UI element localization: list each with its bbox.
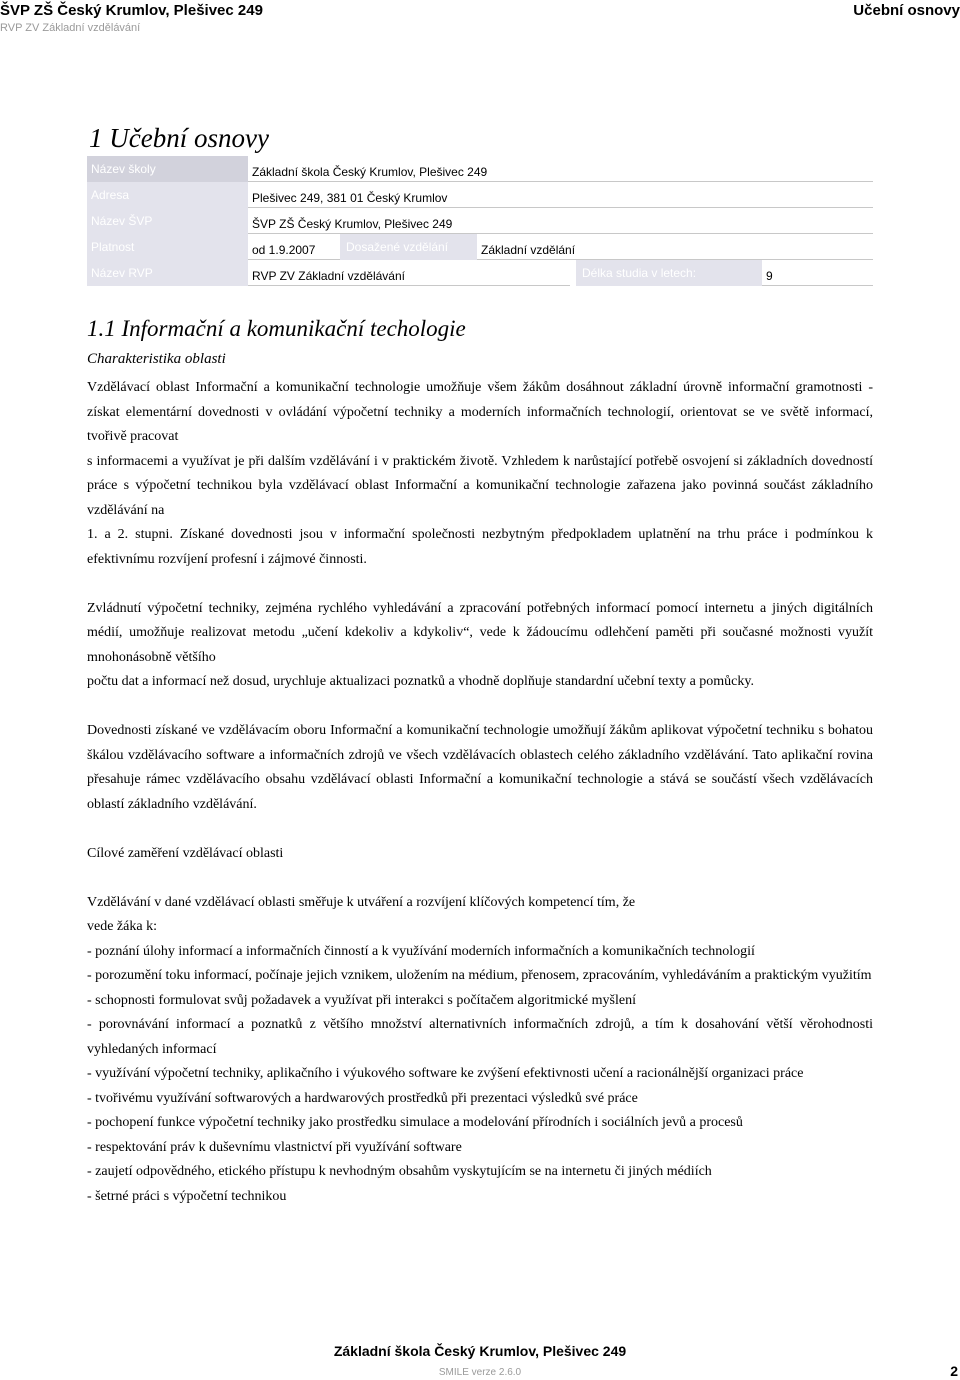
info-row-school [87,156,873,182]
list-item: - porozumění toku informací, počínaje jejich vznikem, uložením na médium, přenosem, zpracováním, vyhledáváním a praktickým využitím [87,968,872,983]
validity-label: Platnost [87,234,248,260]
subsection-title: Charakteristika oblasti [87,351,226,367]
paragraph: Zvládnutí výpočetní techniky, zejména rychlého vyhledávání a zpracování potřebných informací pomocí internetu a jiných digitálních médií, umožňuje realizovat metodu „učení kdekoliv a kdykoliv“, vede k žádoucímu odlehčení paměti při současné možnosti využít mnohonásobně většího [87,600,873,665]
paragraph: počtu dat a informací než dosud, urychluje aktualizaci poznatků a vhodně doplňuje standardní učební texty a pomůcky. [87,674,754,689]
paragraph: 1. a 2. stupni. Získané dovednosti jsou v informační společnosti nezbytným předpokladem uplatnění na trhu práce i podmínkou k efektivnímu rozvíjení profesní i zájmové činnosti. [87,527,873,567]
page-header [0,2,263,35]
header-title: ŠVP ZŠ Český Krumlov, Plešivec 249 [0,2,263,19]
info-row-rvp [87,260,873,286]
length-label: Délka studia v letech: [576,260,762,286]
info-row-svp [87,208,873,234]
footer-school: Základní škola Český Krumlov, Plešivec 249 [333,1343,627,1359]
list-item: - poznání úlohy informací a informačních činností a k využívání moderních informačních a komunikačních technologií [87,943,755,959]
header-subtitle: RVP ZV Základní vzdělávání [0,22,141,34]
goals-heading: Cílové zaměření vzdělávací oblasti [87,845,284,861]
content-body [87,376,873,1209]
school-label: Název školy [87,156,248,182]
validity-value: od 1.9.2007 [248,234,340,260]
list-item: - pochopení funkce výpočetní techniky jako prostředku simulace a modelování přírodních i sociálních jevů a procesů [87,1115,743,1130]
section-title: 1.1 Informační a komunikační techologie [87,316,466,341]
goals-intro: Vzdělávání v dané vzdělávací oblasti směřuje k utváření a rozvíjení klíčových kompetencí tím, že [87,894,636,910]
footer-version: SMILE verze 2.6.0 [438,1367,522,1378]
list-item: - využívání výpočetní techniky, aplikačního i výukového software ke zvýšení efektivnosti učení a racionálnější organizaci práce [87,1066,804,1081]
paragraph: s informacemi a využívat je při dalším vzdělávání i v praktickém životě. Vzhledem k narůstající potřebě osvojení si základních dovedností práce s výpočetní technikou byla vzdělávací oblast Informační a komunikační technologie zařazena jako povinná součást základního vzdělávání na [87,453,873,518]
list-item: - zaujetí odpovědného, etického přístupu k nevhodným obsahům vyskytujícím se na internetu či jiných médiích [87,1164,712,1179]
svp-value: ŠVP ZŠ Český Krumlov, Plešivec 249 [248,208,873,234]
school-value: Základní škola Český Krumlov, Plešivec 249 [248,156,873,182]
rvp-label: Název RVP [87,260,248,286]
page-number: 2 [950,1363,958,1379]
education-label: Dosažené vzdělání [340,234,477,260]
address-label: Adresa [87,182,248,208]
header-section: Učební osnovy [853,2,960,19]
list-item: - respektování práv k duševnímu vlastnictví při využívání software [87,1139,462,1155]
info-row-validity [87,234,873,260]
education-value: Základní vzdělání [477,234,873,260]
address-value: Plešivec 249, 381 01 Český Krumlov [248,182,873,208]
list-item: - porovnávání informací a poznatků z většího množství alternativních informačních zdrojů, a tím k dosahování větší věrohodnosti vyhledaných informací [87,1017,873,1057]
svp-label: Název ŠVP [87,208,248,234]
chapter-title: 1 Učební osnovy [89,123,269,153]
paragraph: Vzdělávací oblast Informační a komunikační technologie umožňuje všem žákům dosáhnout základní úrovně informační gramotnosti - získat elementární dovednosti v ovládání výpočetní techniky a moderních informačních technologií, orientovat se ve světě informací, tvořivě pracovat [87,380,873,444]
rvp-value: RVP ZV Základní vzdělávání [248,260,570,286]
school-info-table [87,156,873,286]
info-row-address [87,182,873,208]
paragraph: Dovednosti získané ve vzdělávacím oboru Informační a komunikační technologie umožňují žákům aplikovat výpočetní techniku s bohatou škálou vzdělávacího software a informačních zdrojů ve všech vzdělávacích oblastech celého základního vzdělávání. Tato aplikační rovina přesahuje rámec vzdělávacího obsahu vzdělávací oblasti Informační a komunikační technologie a stává se součástí všech vzdělávacích oblastí základního vzdělávání. [87,723,873,812]
list-item: - schopnosti formulovat svůj požadavek a využívat při interakci s počítačem algoritmické myšlení [87,992,636,1008]
goals-intro: vede žáka k: [87,919,157,934]
list-item: - šetrné práci s výpočetní technikou [87,1188,287,1204]
length-value: 9 [762,260,873,286]
list-item: - tvořivému využívání softwarových a hardwarových prostředků při prezentaci výsledků své práce [87,1090,638,1106]
